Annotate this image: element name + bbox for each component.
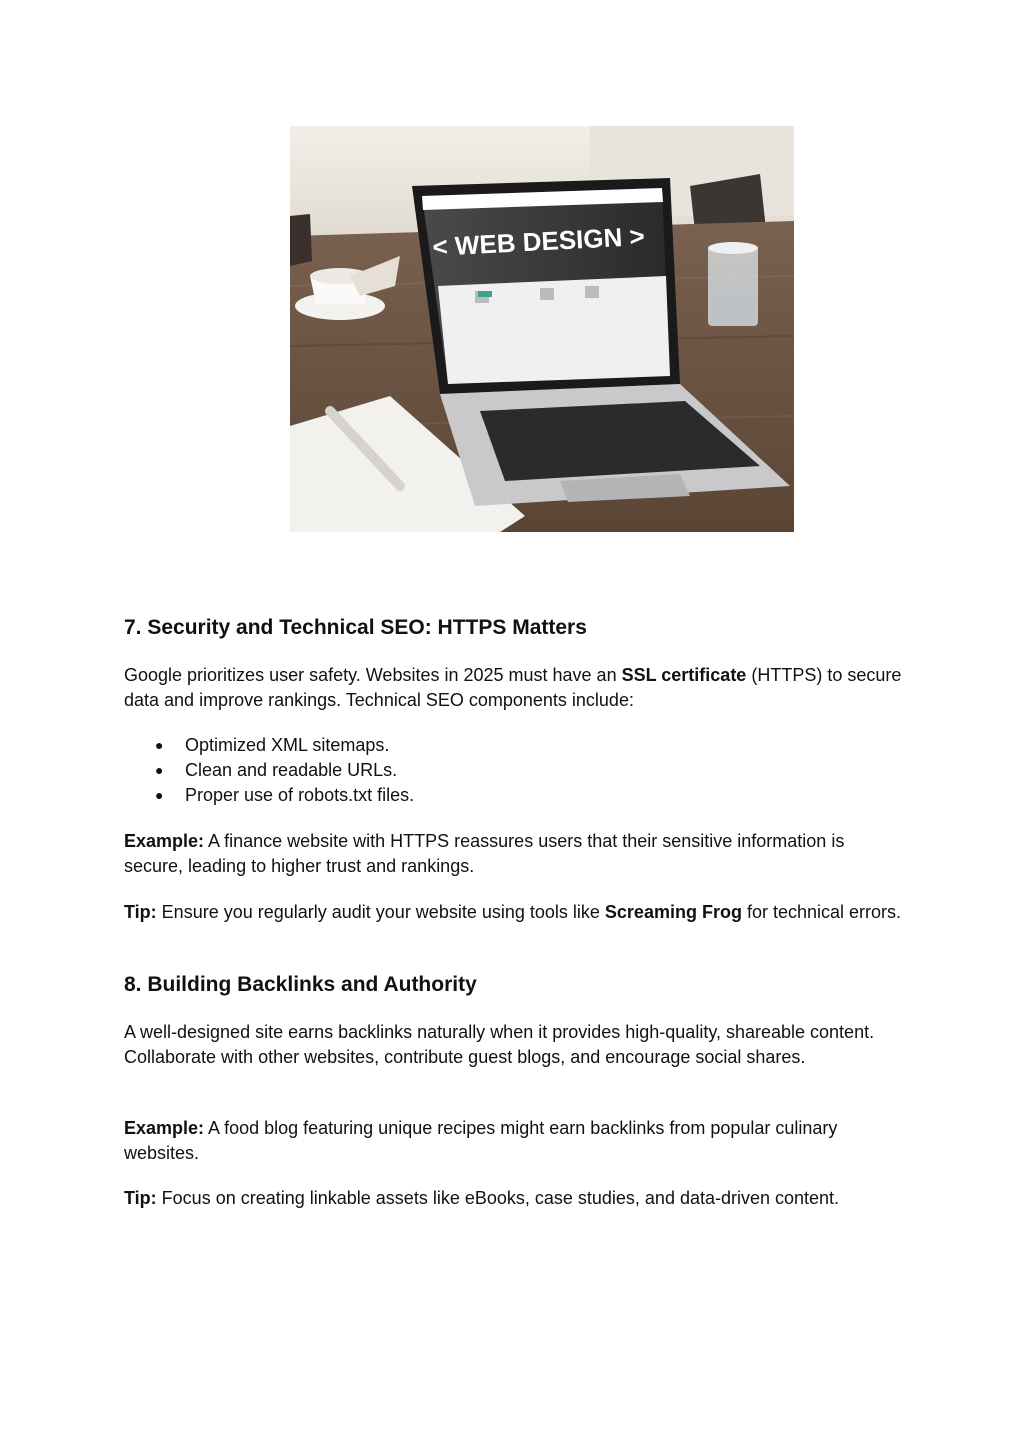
section-8-intro: A well-designed site earns backlinks naturally when it provides high-quality, shareable content. Collaborate with other websites, contribute guest blogs, and encourage social shares. [124,1022,875,1067]
section-7-tip: Tip: Ensure you regularly audit your website using tools like Screaming Frog for technical errors. [124,902,901,922]
section-8-tip: Tip: Focus on creating linkable assets like eBooks, case studies, and data-driven content. [124,1188,840,1208]
bullet-icon: ● [155,737,164,753]
list-item: ● Clean and readable URLs. [124,758,414,783]
section-8-heading: 8. Building Backlinks and Authority [124,973,477,996]
technical-seo-list [124,733,414,808]
bullet-icon: ● [155,787,164,803]
list-item: ● Optimized XML sitemaps. [124,733,414,758]
web-design-laptop-photo [290,126,794,532]
screaming-frog-emphasis: Screaming Frog [604,902,742,922]
section-7-intro: Google prioritizes user safety. Websites in 2025 must have an SSL certificate (HTTPS) to secure data and improve rankings. Technical SEO components include: [124,665,902,710]
screen-heading-text: < WEB DESIGN > [431,220,646,262]
section-8-example: Example: A food blog featuring unique recipes might earn backlinks from popular culinary websites. [124,1118,838,1163]
section-7-example: Example: A finance website with HTTPS reassures users that their sensitive information is secure, leading to higher trust and rankings. [124,831,845,876]
section-7-heading: 7. Security and Technical SEO: HTTPS Matters [124,616,587,639]
ssl-certificate-emphasis: SSL certificate [621,665,747,685]
bullet-icon: ● [155,762,164,778]
list-item: ● Proper use of robots.txt files. [124,783,414,808]
